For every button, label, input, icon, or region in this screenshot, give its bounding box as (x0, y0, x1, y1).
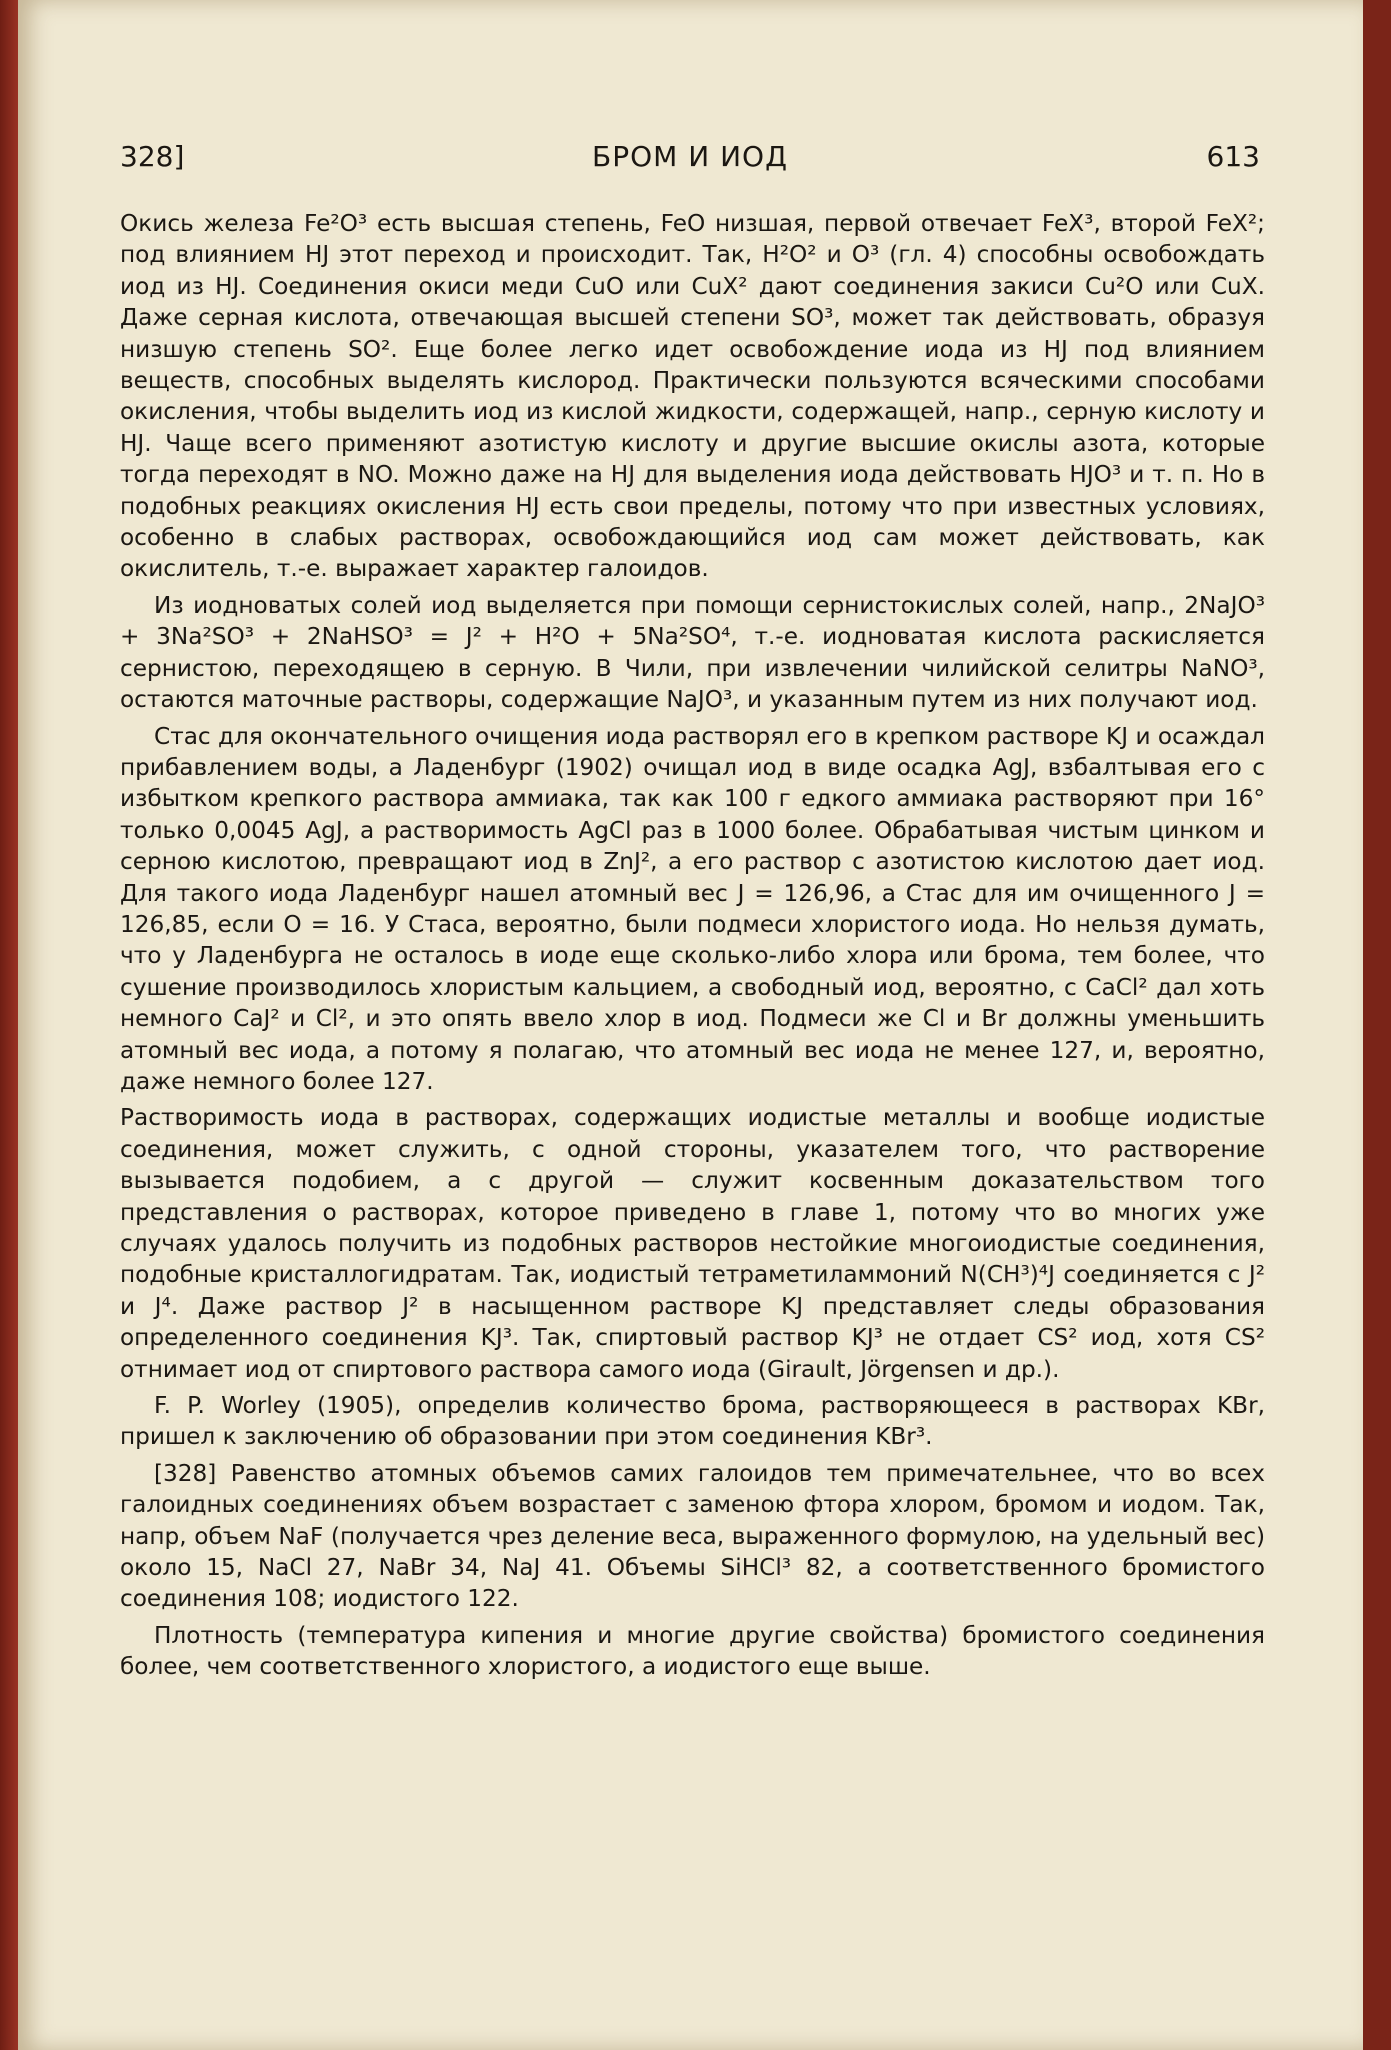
book-spine (0, 0, 18, 2050)
paragraph: Растворимость иода в растворах, содержащих иодистые металлы и вообще иодистые соединения, может служить, с одной стороны, указателем того, что растворение вызывается подобием, а с другой — служит косвенным доказательством того представления о растворах, которое приведено в главе 1, потому что во многих уже случаях удалось получить из подобных растворов нестойкие многоиодистые соединения, подобные кристаллогидратам. Так, иодистый тетраметиламмоний N(CH³)⁴J соединяется с J² и J⁴. Даже раствор J² в насыщенном растворе KJ представляет следы образования определенного соединения KJ³. Так, спиртовый раствор KJ³ не отдает CS² иод, хотя CS² отнимает иод от спиртового раствора самого иода (Girault, Jörgensen и др.). (120, 1104, 1265, 1383)
page-number: 613 (1206, 140, 1260, 173)
paragraph: F. P. Worley (1905), определив количество брома, растворяющееся в растворах KBr, пришел к заключению об образовании при этом соединения KBr³. (120, 1392, 1265, 1451)
page-title: БРОМ И ИОД (592, 140, 788, 173)
paragraph: [328] Равенство атомных объемов самих галоидов тем примечательнее, что во всех галоидных соединениях объем возрастает с заменою фтора хлором, бромом и иодом. Так, напр, объем NaF (получается чрез деление веса, выраженного формулою, на удельный вес) около 15, NaCl 27, NaBr 34, NaJ 41. Объемы SiHCl³ 82, а соответственного бромистого соединения 108; иодистого 122. (120, 1459, 1265, 1613)
paragraph: Окись железа Fe²O³ есть высшая степень, FeO низшая, первой отвечает FeX³, второй FeX²; под влиянием HJ этот переход и происходит. Так, H²O² и O³ (гл. 4) способны освобождать иод из HJ. Соединения окиси меди CuO или CuX² дают соединения закиси Cu²O или CuX. Даже серная кислота, отвечающая высшей степени SO³, может так действовать, образуя низшую степень SO². Еще более легко идет освобождение иода из HJ под влиянием веществ, способных выделять кислород. Практически пользуются всяческими способами окисления, чтобы выделить иод из кислой жидкости, содержащей, напр., серную кислоту и HJ. Чаще всего применяют азотистую кислоту и другие высшие окислы азота, которые тогда переходят в NO. Можно даже на HJ для выделения иода действовать HJO³ и т. п. Но в подобных реакциях окисления HJ есть свои пределы, потому что при известных условиях, особенно в слабых растворах, освобождающийся иод сам может действовать, как окислитель, т.-е. выражает характер галоидов. (120, 210, 1265, 583)
cover-edge (1363, 0, 1391, 2050)
paragraph: Плотность (температура кипения и многие другие свойства) бромистого соединения более, чем соответственного хлористого, а иодистого еще выше. (120, 1621, 1265, 1681)
body-text (120, 208, 1265, 1688)
paragraph: Стас для окончательного очищения иода растворял его в крепком растворе KJ и осаждал прибавлением воды, а Ладенбург (1902) очищал иод в виде осадка AgJ, взбалтывая его с избытком крепкого раствора аммиака, так как 100 г едкого аммиака растворяют при 16° только 0,0045 AgJ, а растворимость AgCl раз в 1000 более. Обрабатывая чистым цинком и серною кислотою, превращают иод в ZnJ², а его раствор с азотистою кислотою дает иод. Для такого иода Ладенбург нашел атомный вес J = 126,96, а Стас для им очищенного J = 126,85, если O = 16. У Стаса, вероятно, были подмеси хлористого иода. Но нельзя думать, что у Ладенбурга не осталось в иоде еще сколько-либо хлора или брома, тем более, что сушение производилось хлористым кальцием, а свободный иод, вероятно, с CaCl² дал хоть немного CaJ² и Cl², и это опять ввело хлор в иод. Подмеси же Cl и Br должны уменьшить атомный вес иода, а потому я полагаю, что атомный вес иода не менее 127, и, вероятно, даже немного более 127. (120, 722, 1265, 1095)
running-header (120, 140, 1260, 180)
paragraph: Из иодноватых солей иод выделяется при помощи сернистокислых солей, напр., 2NaJO³ + 3Na²SO³ + 2NaHSO³ = J² + H²O + 5Na²SO⁴, т.-е. иодноватая кислота раскисляется сернистою, переходящею в серную. В Чили, при извлечении чилийской селитры NaNO³, остаются маточные растворы, содержащие NaJO³, и указанным путем из них получают иод. (120, 591, 1265, 714)
section-number: 328] (120, 140, 185, 173)
